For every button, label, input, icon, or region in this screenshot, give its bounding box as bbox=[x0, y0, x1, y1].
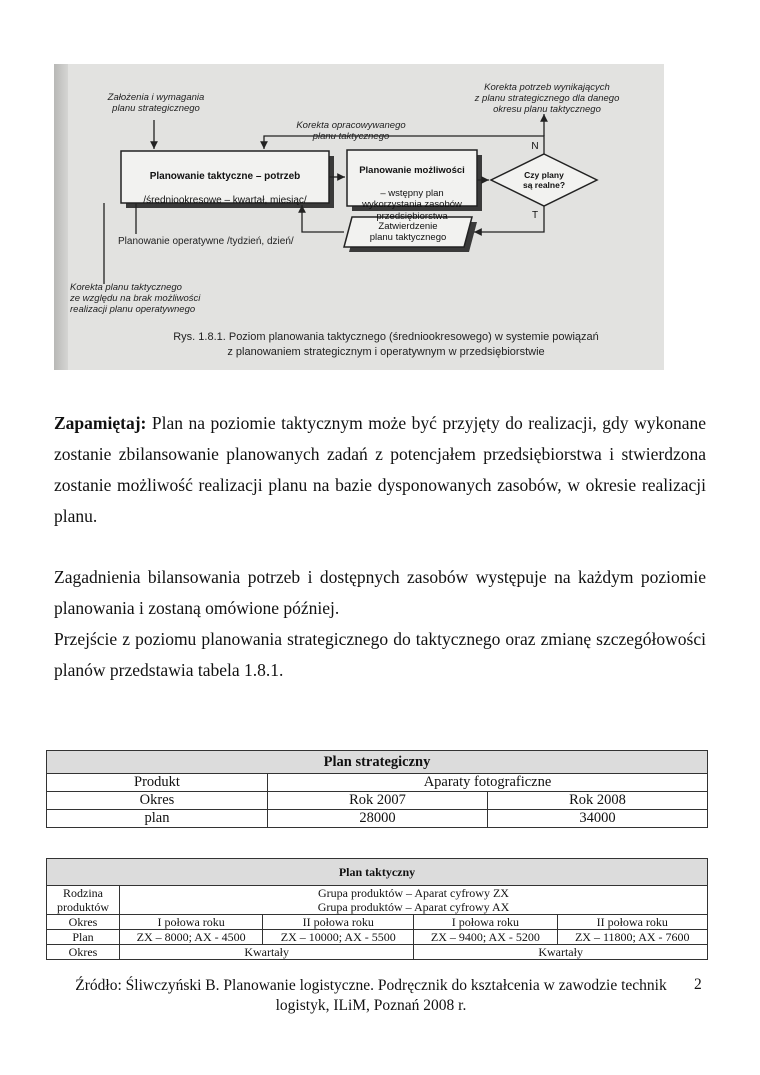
tactical-box-subtitle: /średniookresowe – kwartał, miesiąc/ bbox=[143, 195, 307, 206]
possibility-box-subtitle: – wstępny plan wykorzystania zasobów przedsiębiorstwa bbox=[362, 187, 462, 222]
cell-period-2007: Rok 2007 bbox=[268, 792, 488, 810]
cell-quarters-a: Kwartały bbox=[120, 945, 414, 960]
cell-plan-h1-b: ZX – 9400; AX - 5200 bbox=[414, 930, 557, 945]
possibility-box-text bbox=[347, 153, 477, 222]
cell-period-h1-b: I połowa roku bbox=[414, 915, 557, 930]
arrow-approval-tactical bbox=[302, 205, 344, 232]
tactical-box-title: Planowanie taktyczne – potrzeb bbox=[149, 171, 301, 182]
cell-plan-2007: 28000 bbox=[268, 810, 488, 828]
remember-label: Zapamiętaj: bbox=[54, 413, 147, 433]
footer-source: Źródło: Śliwczyński B. Planowanie logistyczne. Podręcznik do kształcenia w zawodzie technik logistyk, ILiM, Poznań 2008 r. bbox=[75, 977, 667, 1014]
cell-plan-h1-a: ZX – 8000; AX - 4500 bbox=[120, 930, 263, 945]
label-operational: Planowanie operatywne /tydzień, dzień/ bbox=[118, 236, 294, 247]
label-assumptions: Założenia i wymagania planu strategicznego bbox=[107, 92, 205, 114]
cell-tactical-period-label: Okres bbox=[47, 915, 120, 930]
cell-plan-label: plan bbox=[47, 810, 268, 828]
cell-family-label: Rodzina produktów bbox=[47, 886, 120, 915]
cell-quarters-b: Kwartały bbox=[414, 945, 708, 960]
table-tactical-plan bbox=[46, 858, 708, 960]
table-strategic-plan bbox=[46, 750, 708, 828]
cell-period-label: Okres bbox=[47, 792, 268, 810]
figure-planning-diagram bbox=[54, 64, 664, 370]
label-correction-developed: Korekta opracowywanego planu taktycznego bbox=[296, 120, 406, 142]
paragraph-balancing: Zagadnienia bilansowania potrzeb i dostępnych zasobów występuje na każdym poziomie planowania i zostaną omówione później. bbox=[54, 567, 706, 618]
label-correction-strategic: Korekta potrzeb wynikających z planu strategicznego dla danego okresu planu taktycznego bbox=[474, 82, 620, 115]
paragraph-transition: Przejście z poziomu planowania strategicznego do taktycznego oraz zmianę szczegółowości planów przedstawia tabela 1.8.1. bbox=[54, 629, 706, 680]
table-tactical-title: Plan taktyczny bbox=[47, 859, 708, 886]
cell-period-2008: Rok 2008 bbox=[488, 792, 708, 810]
decision-text: Czy plany są realne? bbox=[522, 170, 566, 190]
cell-plan-h2-b: ZX – 11800; AX - 7600 bbox=[557, 930, 707, 945]
cell-family-value: Grupa produktów – Aparat cyfrowy ZX Grupa produktów – Aparat cyfrowy AX bbox=[120, 886, 708, 915]
cell-product-value: Aparaty fotograficzne bbox=[268, 774, 708, 792]
decision-yes-label: T bbox=[531, 210, 539, 221]
tactical-box-text bbox=[121, 159, 329, 207]
table-strategic-title: Plan strategiczny bbox=[47, 751, 708, 774]
cell-plan-2008: 34000 bbox=[488, 810, 708, 828]
cell-period-h2-b: II połowa roku bbox=[557, 915, 707, 930]
possibility-box-title: Planowanie możliwości bbox=[359, 164, 465, 176]
decision-no-label: N bbox=[531, 141, 539, 152]
remember-paragraph bbox=[54, 408, 706, 532]
cell-tactical-period2-label: Okres bbox=[47, 945, 120, 960]
figure-caption: Rys. 1.8.1. Poziom planowania taktycznego (średniookresowego) w systemie powiązań z planowaniem strategicznym i operatywnym w przedsiębiorstwie bbox=[173, 331, 599, 358]
label-correction-operational: Korekta planu taktycznego ze względu na brak możliwości realizacji planu operatywnego bbox=[70, 282, 201, 315]
cell-period-h1-a: I połowa roku bbox=[120, 915, 263, 930]
remember-text: Plan na poziomie taktycznym może być przyjęty do realizacji, gdy wykonane zostanie zbilansowanie planowanych zadań z potencjałem przedsiębiorstwa i stwierdzona zostanie możliwość realizacji planu na bazie dysponowanych zasobów, w okresie realizacji planu. bbox=[54, 413, 706, 526]
cell-period-h2-a: II połowa roku bbox=[263, 915, 414, 930]
approval-box-text: Zatwierdzenie planu taktycznego bbox=[369, 221, 447, 243]
cell-plan-h2-a: ZX – 10000; AX - 5500 bbox=[263, 930, 414, 945]
cell-product-label: Produkt bbox=[47, 774, 268, 792]
page-number: 2 bbox=[694, 976, 702, 993]
cell-tactical-plan-label: Plan bbox=[47, 930, 120, 945]
